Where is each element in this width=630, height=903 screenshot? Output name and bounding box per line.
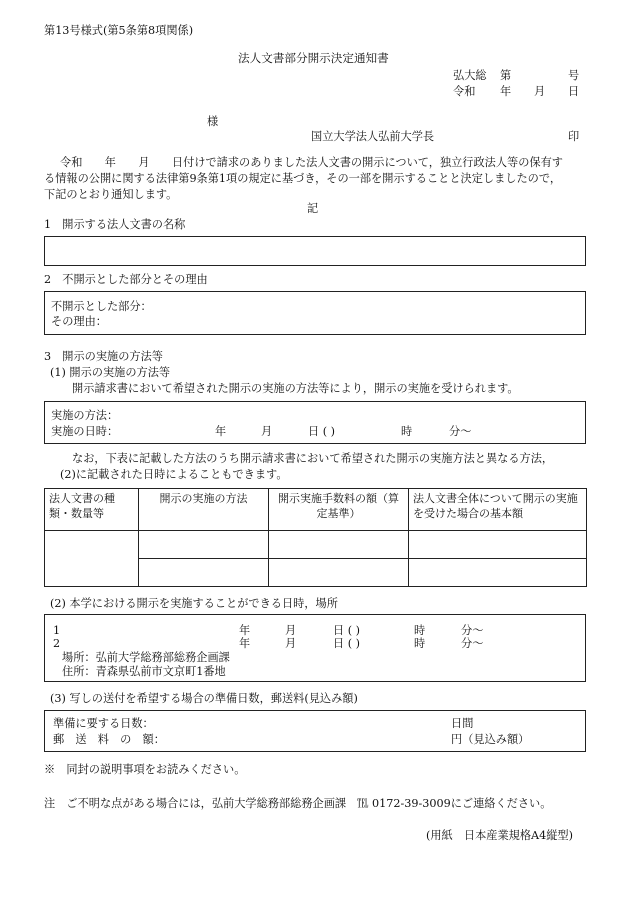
- section3-heading: 3 開示の実施の方法等: [44, 350, 163, 363]
- schedule-1-hour: 時: [414, 624, 426, 637]
- body-line-2: る情報の公開に関する法律第9条第1項の規定に基づき，その一部を開示することと決定しましたので，: [44, 172, 562, 185]
- ref-dai: 第: [500, 69, 512, 82]
- note-line-2: (2)に記載された日時によることもできます。: [60, 468, 288, 481]
- schedule-1-min: 分〜: [461, 624, 484, 637]
- table-cell: [409, 559, 587, 587]
- document-name-box: [44, 236, 586, 266]
- note-line-1: なお，下表に記載した方法のうち開示請求書において希望された開示の実施方法と異なる方法，: [72, 452, 554, 465]
- sender-name: 国立大学法人弘前大学長: [311, 130, 435, 143]
- dt-hour: 時: [401, 425, 413, 438]
- schedule-1-month: 月: [285, 624, 297, 637]
- schedule-2-year: 年: [239, 637, 251, 650]
- postage-unit: 円（見込み額）: [451, 733, 530, 746]
- table-cell: [409, 531, 587, 559]
- postage-label: 郵 送 料 の 額：: [53, 733, 165, 746]
- schedule-2-hour: 時: [414, 637, 426, 650]
- schedule-1-day: 日 ( ): [333, 624, 361, 637]
- section3-sub3-heading: (3) 写しの送付を希望する場合の準備日数，郵送料(見込み額): [50, 692, 358, 705]
- schedule-2-month: 月: [285, 637, 297, 650]
- date-era: 令和: [453, 85, 476, 98]
- ki-label: 記: [307, 202, 319, 215]
- place-text: 場所：弘前大学総務部総務企画課: [62, 651, 230, 664]
- prep-days-unit: 日間: [451, 717, 474, 730]
- form-number: 第13号様式(第5条第8項関係): [44, 24, 194, 37]
- table-cell: [269, 559, 409, 587]
- method-label: 実施の方法：: [51, 409, 119, 422]
- body-line-3: 下記のとおり通知します。: [44, 188, 178, 201]
- dt-day: 日 ( ): [308, 425, 336, 438]
- non-disclosure-reason-label: その理由：: [51, 315, 107, 328]
- fee-table-header-row: [45, 489, 587, 531]
- ref-go: 号: [568, 69, 580, 82]
- section1-heading: 1 開示する法人文書の名称: [44, 218, 186, 231]
- date-year: 年: [500, 85, 512, 98]
- schedule-2-no: 2: [53, 637, 61, 650]
- prep-days-label: 準備に要する日数：: [53, 717, 154, 730]
- table-row: [45, 531, 587, 559]
- fee-table-header-method: 開示の実施の方法: [139, 489, 269, 531]
- footer-notice: ※ 同封の説明事項をお読みください。: [44, 763, 246, 776]
- footer-contact: 注 ご不明な点がある場合には，弘前大学総務部総務企画課 ℡ 0172-39-3009にご連絡ください。: [44, 797, 552, 810]
- dt-year: 年: [215, 425, 227, 438]
- schedule-1-no: 1: [53, 624, 61, 637]
- body-line-1: 令和 年 月 日付けで請求のありました法人文書の開示について，独立行政法人等の保有す: [60, 156, 563, 169]
- datetime-label: 実施の日時：: [51, 425, 119, 438]
- section3-sub2-heading: (2) 本学における開示を実施することができる日時，場所: [50, 597, 338, 610]
- schedule-2-day: 日 ( ): [333, 637, 361, 650]
- document-title: 法人文書部分開示決定通知書: [238, 51, 389, 65]
- table-cell: [139, 559, 269, 587]
- table-cell: [45, 531, 139, 587]
- schedule-1-year: 年: [239, 624, 251, 637]
- fee-table-header-kind: 法人文書の種類・数量等: [45, 489, 139, 531]
- section2-heading: 2 不開示とした部分とその理由: [44, 273, 208, 286]
- date-day: 日: [568, 85, 580, 98]
- table-cell: [269, 531, 409, 559]
- addressee-sama: 様: [207, 115, 219, 128]
- sender-seal: 印: [568, 130, 580, 143]
- section3-sub1-text: 開示請求書において希望された開示の実施の方法等により，開示の実施を受けられます。: [72, 382, 519, 395]
- section3-sub1-heading: (1) 開示の実施の方法等: [50, 366, 171, 379]
- dt-month: 月: [261, 425, 273, 438]
- dt-min: 分〜: [449, 425, 472, 438]
- fee-table: [44, 488, 587, 587]
- address-text: 住所：青森県弘前市文京町1番地: [62, 665, 226, 678]
- table-cell: [139, 531, 269, 559]
- ref-prefix: 弘大総: [453, 69, 487, 82]
- footer-paper: (用紙 日本産業規格A4縦型): [426, 829, 573, 842]
- date-month: 月: [534, 85, 546, 98]
- fee-table-header-fee: 開示実施手数料の額（算定基準）: [269, 489, 409, 531]
- fee-table-header-base: 法人文書全体について開示の実施を受けた場合の基本額: [409, 489, 587, 531]
- schedule-2-min: 分〜: [461, 637, 484, 650]
- non-disclosure-part-label: 不開示とした部分：: [51, 300, 152, 313]
